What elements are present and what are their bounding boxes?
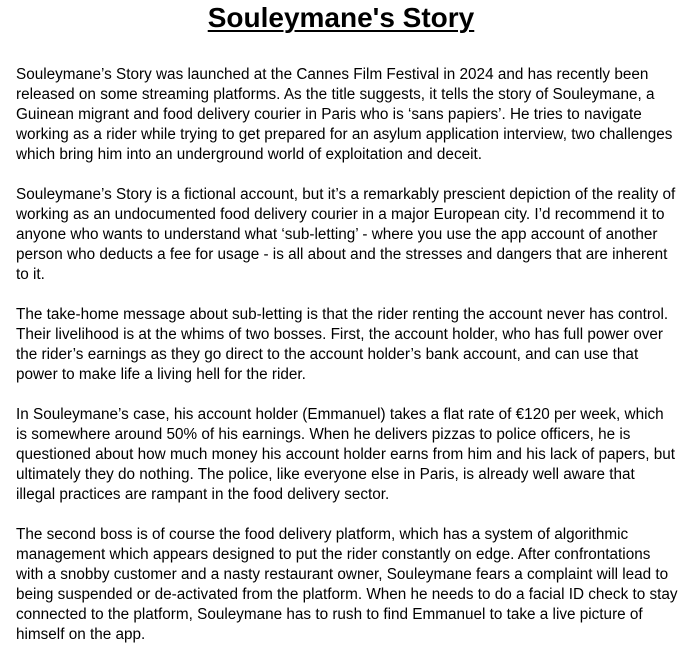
page-title: Souleymane's Story	[207, 2, 475, 33]
paragraph-4: In Souleymane’s case, his account holder (Emmanuel) takes a flat rate of €120 per week, which is somewhere around 50% of his earnings. When he delivers pizzas to police officers, he is questioned about how much money his account holder earns from him and his lack of papers, but ultimately they do nothing. The police, like everyone else in Paris, is already well aware that illegal practices are rampant in the food delivery sector.	[16, 406, 675, 503]
document-body	[16, 65, 678, 645]
paragraph-5: The second boss is of course the food delivery platform, which has a system of algorithmic management which appears designed to put the rider constantly on edge. After confrontations with a snobby customer and a nasty restaurant owner, Souleymane fears a complaint will lead to being suspended or de-activated from the platform. When he needs to do a facial ID check to stay connected to the platform, Souleymane has to rush to find Emmanuel to take a live picture of himself on the app.	[16, 526, 678, 643]
paragraph-1: Souleymane’s Story was launched at the Cannes Film Festival in 2024 and has recently been released on some streaming platforms. As the title suggests, it tells the story of Souleymane, a Guinean migrant and food delivery courier in Paris who is ‘sans papiers’. He tries to navigate working as a rider while trying to get prepared for an asylum application interview, two challenges which bring him into an underground world of exploitation and deceit.	[16, 66, 673, 163]
document	[16, 0, 678, 665]
paragraph-2: Souleymane’s Story is a fictional account, but it’s a remarkably prescient depiction of the reality of working as an undocumented food delivery courier in a major European city. I’d recommend it to anyone who wants to understand what ‘sub-letting’ - where you use the app account of another person who deducts a fee for usage - is all about and the stresses and dangers that are inherent to it.	[16, 186, 676, 283]
paragraph-3: The take-home message about sub-letting is that the rider renting the account never has control. Their livelihood is at the whims of two bosses. First, the account holder, who has full power over the rider’s earnings as they go direct to the account holder’s bank account, and can use that power to make life a living hell for the rider.	[16, 306, 669, 383]
